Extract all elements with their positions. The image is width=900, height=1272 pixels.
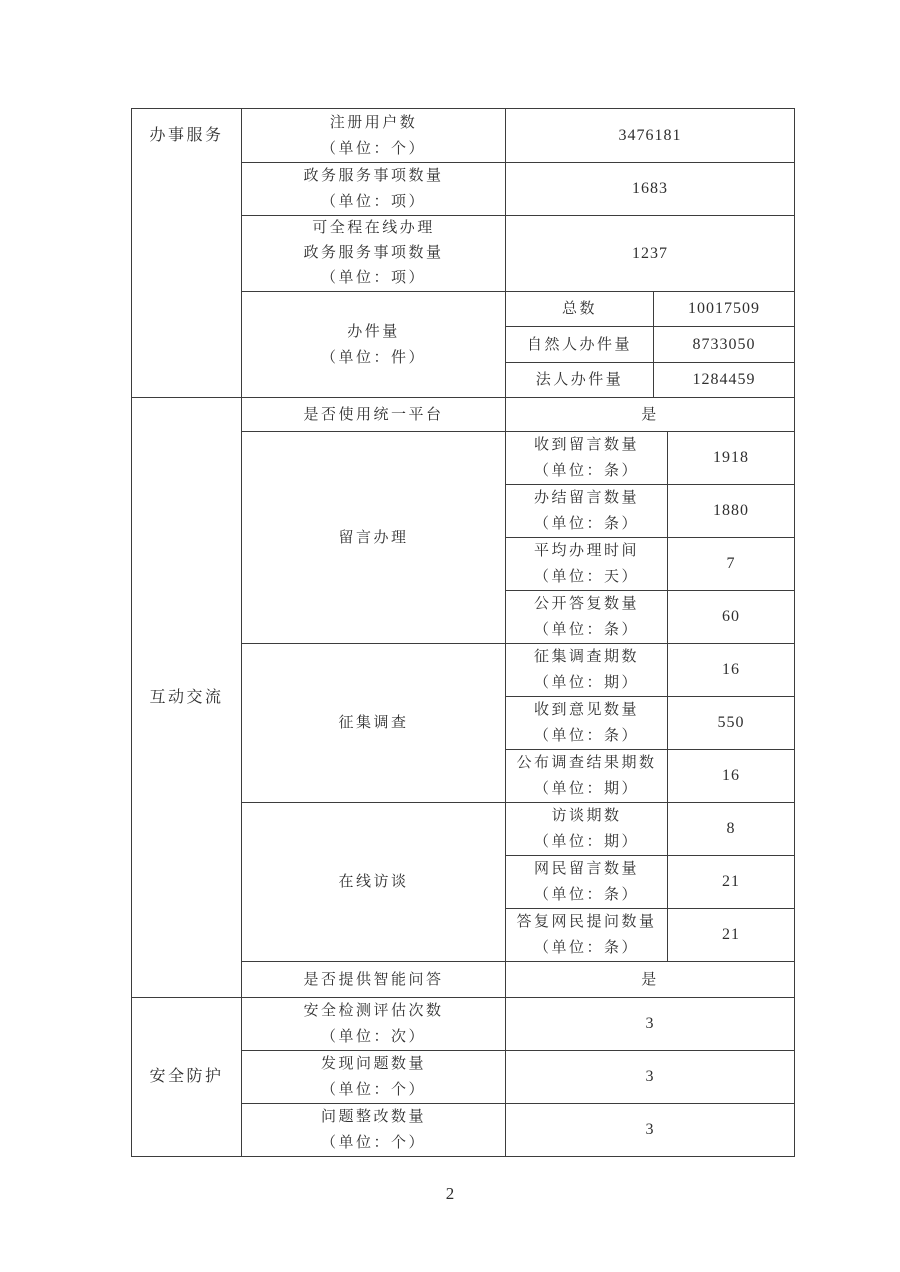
value-cell: 8733050 [654,327,795,363]
category-cell [132,998,242,1157]
page-number: 2 [445,1184,455,1203]
subitem-unit: （单位：条） [533,463,639,479]
item-cell [242,998,506,1051]
value-cell: 10017509 [654,292,795,327]
value-cell: 1880 [668,485,795,538]
item-unit: （单位：个） [320,1082,426,1098]
category-cell [132,398,242,998]
subitem-unit: （单位：条） [533,728,639,744]
group-cell [242,644,506,803]
subitem-label: 总数 [561,301,597,317]
item-label: 发现问题数量 [320,1056,426,1072]
value-cell: 21 [668,856,795,909]
item-label: 安全检测评估次数 [303,1003,444,1019]
value-cell: 550 [668,697,795,750]
group-label: 在线访谈 [338,874,409,890]
value-cell: 8 [668,803,795,856]
subitem-unit: （单位：条） [533,887,639,903]
subitem-label: 公开答复数量 [533,596,639,612]
value-cell: 7 [668,538,795,591]
item-cell [242,398,506,432]
item-label: 可全程在线办理 [312,220,435,236]
item-cell [242,1104,506,1157]
item-label: 政务服务事项数量 [303,168,444,184]
category-label: 安全防护 [149,1068,224,1085]
item-label: 问题整改数量 [320,1109,426,1125]
value-cell: 1284459 [654,363,795,398]
subitem-cell [506,909,668,962]
subitem-cell [506,432,668,485]
table-row [132,998,795,1051]
value-cell: 60 [668,591,795,644]
group-unit: （单位：件） [320,349,426,366]
subitem-label: 网民留言数量 [533,861,639,877]
item-unit: （单位：个） [320,140,426,157]
value-cell: 是 [506,962,795,998]
value-cell: 3 [506,1051,795,1104]
item-unit: （单位：次） [320,1029,426,1045]
category-label: 办事服务 [149,127,224,144]
subitem-cell [506,856,668,909]
value-cell: 16 [668,750,795,803]
value-cell: 3 [506,1104,795,1157]
subitem-cell [506,538,668,591]
subitem-unit: （单位：条） [533,940,639,956]
subitem-label: 收到留言数量 [533,437,639,453]
subitem-unit: （单位：条） [533,622,639,638]
item-unit: （单位：项） [320,270,426,286]
subitem-label: 收到意见数量 [533,702,639,718]
item-label: 是否使用统一平台 [303,406,444,423]
value-cell: 3476181 [506,109,795,163]
table-row [132,109,795,163]
category-cell [132,109,242,398]
value-cell: 1683 [506,163,795,216]
group-cell [242,803,506,962]
group-cell [242,292,506,398]
table-row [132,398,795,432]
subitem-unit: （单位：天） [533,569,639,585]
subitem-label: 公布调查结果期数 [516,755,657,771]
item-unit: （单位：项） [320,194,426,210]
subitem-cell [506,363,654,398]
subitem-label: 访谈期数 [551,808,622,824]
subitem-cell [506,591,668,644]
subitem-unit: （单位：期） [533,781,639,797]
group-cell [242,432,506,644]
item-label: 注册用户数 [329,114,418,131]
group-label: 办件量 [347,323,400,340]
subitem-label: 平均办理时间 [533,543,639,559]
item-cell [242,962,506,998]
group-label: 留言办理 [338,529,409,546]
subitem-cell [506,750,668,803]
subitem-label: 征集调查期数 [533,649,639,665]
subitem-cell [506,644,668,697]
subitem-cell [506,697,668,750]
group-label: 征集调查 [338,715,409,731]
item-cell [242,163,506,216]
value-cell: 1237 [506,216,795,292]
item-label: 是否提供智能问答 [303,971,444,988]
category-label: 互动交流 [149,688,224,706]
item-label: 政务服务事项数量 [303,245,444,261]
subitem-label: 自然人办件量 [526,336,632,353]
item-unit: （单位：个） [320,1135,426,1151]
value-cell: 16 [668,644,795,697]
subitem-unit: （单位：条） [533,516,639,532]
subitem-label: 答复网民提问数量 [516,914,657,930]
report-table [131,108,795,1157]
subitem-label: 办结留言数量 [533,490,639,506]
subitem-cell [506,327,654,363]
value-cell: 1918 [668,432,795,485]
value-cell: 21 [668,909,795,962]
item-cell [242,216,506,292]
item-cell [242,109,506,163]
value-cell: 是 [506,398,795,432]
value-cell: 3 [506,998,795,1051]
subitem-unit: （单位：期） [533,675,639,691]
subitem-cell [506,485,668,538]
subitem-cell [506,803,668,856]
subitem-cell [506,292,654,327]
subitem-label: 法人办件量 [535,372,624,388]
item-cell [242,1051,506,1104]
subitem-unit: （单位：期） [533,834,639,850]
